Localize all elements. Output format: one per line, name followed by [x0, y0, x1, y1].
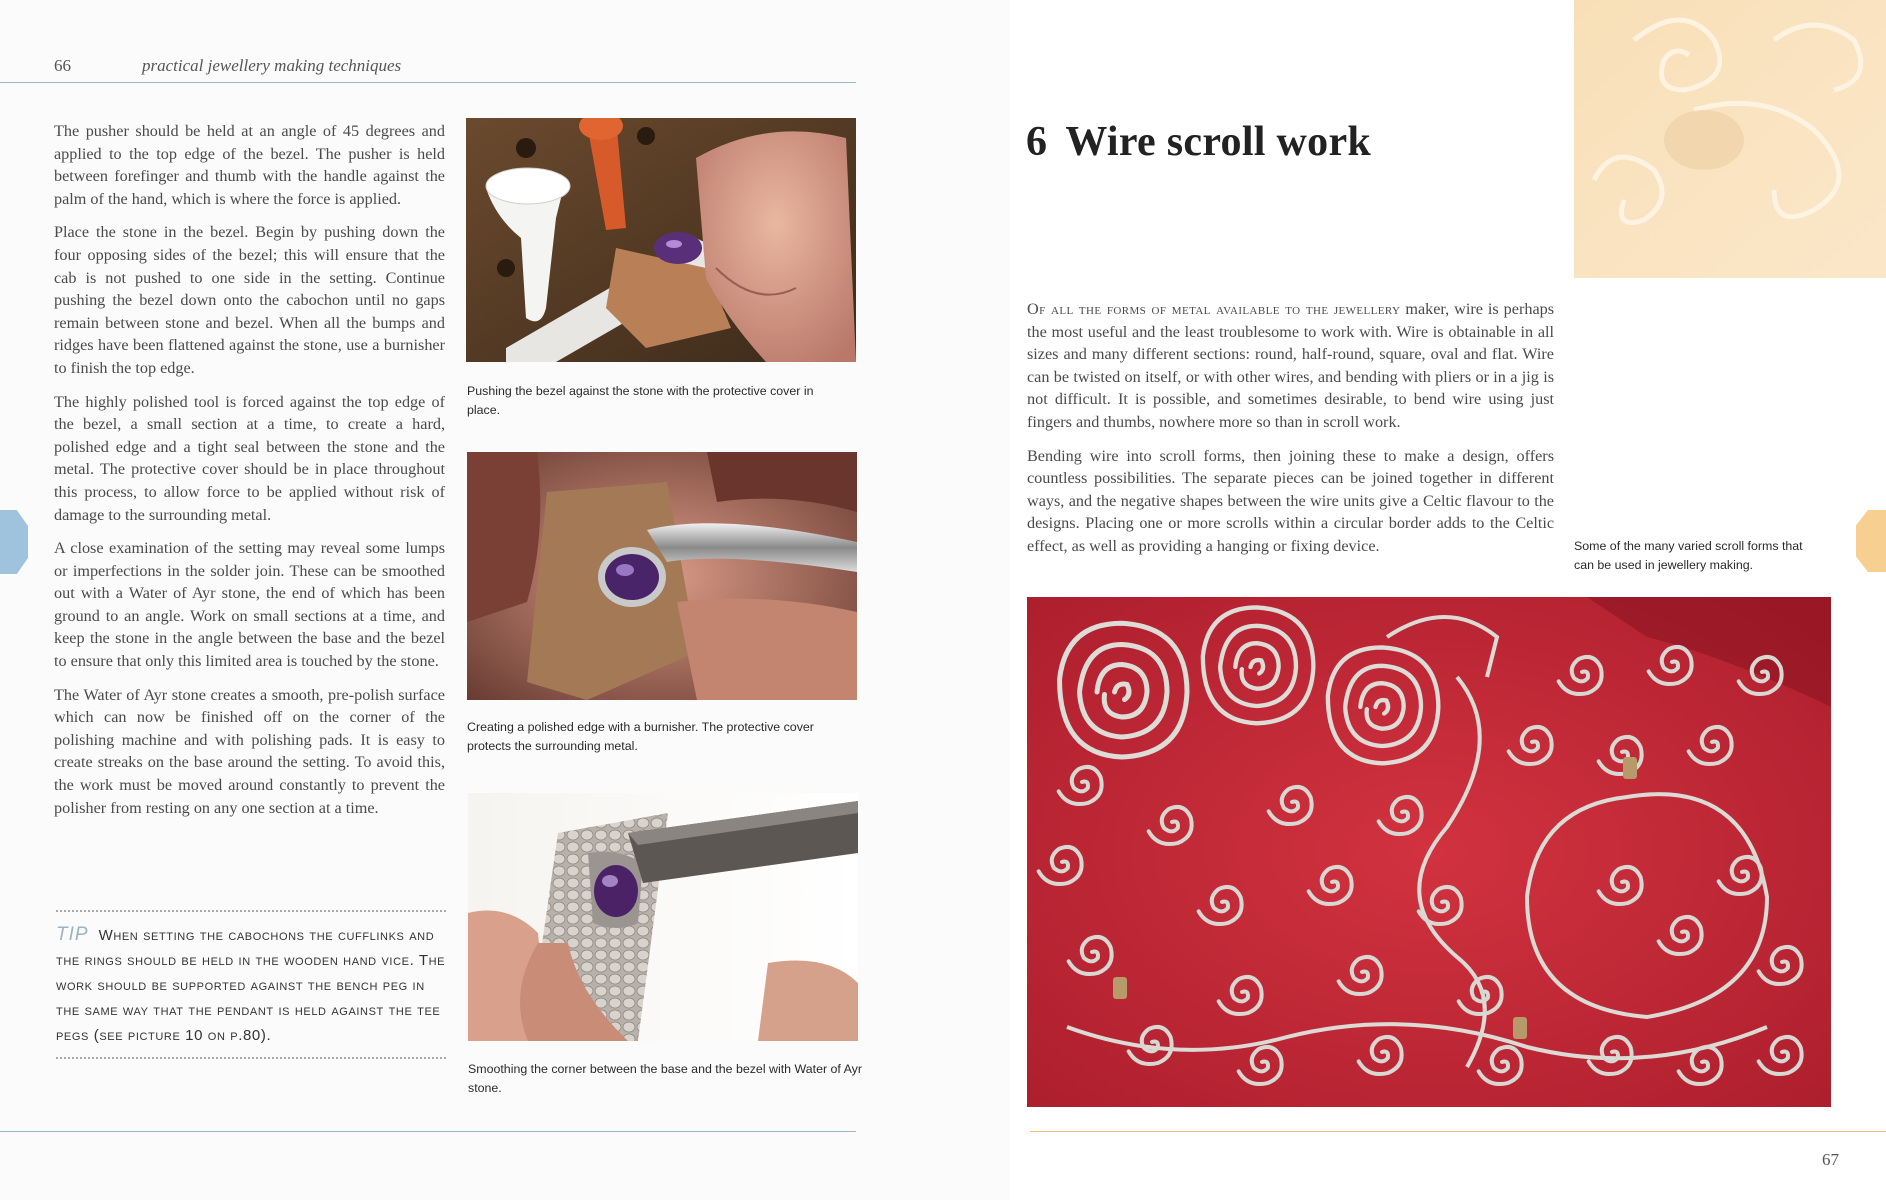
right-body-text: [1027, 298, 1554, 569]
caption-2: Creating a polished edge with a burnisher. The protective cover protects the surrounding metal.: [467, 720, 814, 753]
caption-3: Smoothing the corner between the base and the bezel with Water of Ayr stone.: [468, 1062, 862, 1095]
photo-water-of-ayr: [468, 793, 858, 1041]
running-title: practical jewellery making techniques: [142, 56, 402, 75]
tip-text: When setting the cabochons the cufflinks and the rings should be held in the wooden hand vice. The work should be supported against the bench peg in the same way that the pendant is held against the tee pegs (see picture 10 on p.80).: [56, 927, 446, 1044]
page-number-left: 66: [54, 56, 71, 75]
chapter-number: 6: [1026, 119, 1048, 165]
tip-box: [56, 910, 446, 1059]
left-body-text: [54, 120, 445, 830]
footer-rule-left: [0, 1131, 856, 1132]
photo-pushing-bezel: [466, 118, 856, 362]
lead-caps: Of all the forms of metal available to the jewellery: [1027, 300, 1401, 318]
chapter-title: [1026, 118, 1371, 166]
chapter-title-text: Wire scroll work: [1065, 119, 1372, 165]
paragraph: A close examination of the setting may reveal some lumps or imperfections in the solder join. These can be smoothed out with a Water of Ayr stone, the end of which has been ground to an angle. Work on small sections at a time, and keep the stone in the angle between the base and the bezel to ensure that only this limited area is touched by the stone.: [54, 539, 445, 671]
photo-burnisher: [467, 452, 857, 700]
paragraph: Bending wire into scroll forms, then joining these to make a design, offers countless possibilities. The separate pieces can be joined together in different ways, and the negative shapes between the wire units give a Celtic flavour to the designs. Placing one or more scrolls within a circular border adds to the Celtic effect, as well as providing a hanging or fixing device.: [1027, 446, 1554, 555]
paragraph: The Water of Ayr stone creates a smooth, pre-polish surface which can now be finished off on the corner of the polishing machine and with polishing pads. It is easy to create streaks on the base around the setting. To avoid this, the work must be moved around constantly to prevent the polisher from resting on any one section at a time.: [54, 685, 445, 817]
paragraph: The highly polished tool is forced against the top edge of the bezel, a small section at a time, to create a hard, polished edge and a tight seal between the stone and the metal. The protective cover should be in place throughout this process, to allow force to be applied without risk of damage to the surrounding metal.: [54, 392, 445, 524]
paragraph: [1027, 298, 1554, 434]
paragraph-rest: maker, wire is perhaps the most useful and the least troublesome to work with. Wire is obtainable in all sizes and many different sections: round, half-round, square, oval and flat. Wire can be twisted on itself, or with other wires, and bending with pliers or in a jig is not difficult. It is possible, and sometimes desirable, to bend wire using just fingers and thumbs, nowhere more so than in scroll work.: [1027, 300, 1555, 431]
header-rule: [0, 82, 856, 83]
tip-label: TIP: [56, 924, 89, 945]
paragraph: Place the stone in the bezel. Begin by pushing down the four opposing sides of the bezel; this will ensure that the cab is not pushed to one side in the setting. Continue pushing the bezel down onto the cabochon until no gaps remain between stone and bezel. When all the bumps and ridges have been flattened against the stone, use a burnisher to finish the top edge.: [54, 223, 445, 377]
caption-right: Some of the many varied scroll forms that can be used in jewellery making.: [1574, 539, 1803, 572]
page-number-right: 67: [1822, 1150, 1839, 1169]
caption-1: Pushing the bezel against the stone with the protective cover in place.: [467, 384, 814, 417]
photo-wire-scrolls: [1027, 597, 1831, 1107]
footer-rule-right: [1030, 1131, 1886, 1132]
corner-illustration: [1574, 0, 1886, 278]
paragraph: The pusher should be held at an angle of 45 degrees and applied to the top edge of the bezel. The pusher is held between forefinger and thumb with the handle against the palm of the hand, which is where the force is applied.: [54, 122, 445, 208]
